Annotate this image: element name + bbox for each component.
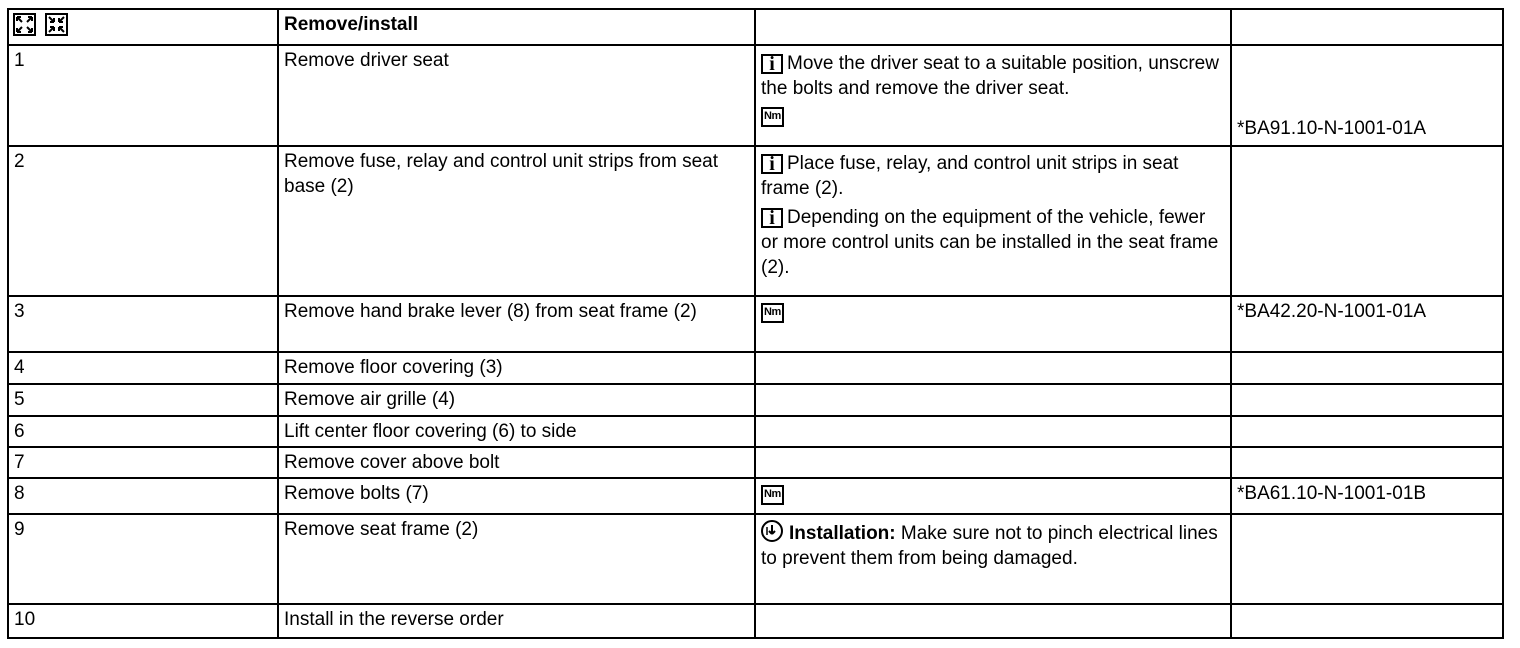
step-notes	[755, 296, 1231, 352]
step-reference	[1231, 352, 1503, 384]
info-note	[761, 51, 1225, 101]
note-text: Place fuse, relay, and control unit strips in seat frame (2).	[761, 153, 1179, 199]
step-reference	[1231, 416, 1503, 447]
procedure-sheet	[7, 8, 1502, 642]
step-reference[interactable]: *BA91.10-N-1001-01A	[1231, 45, 1503, 146]
info-note	[761, 151, 1225, 201]
installation-text: Make sure not to pinch electrical lines to prevent them from being damaged.	[761, 523, 1218, 569]
step-row	[8, 146, 1503, 296]
info-icon: i	[761, 208, 783, 228]
step-action: Remove hand brake lever (8) from seat frame (2)	[278, 296, 755, 352]
procedure-table	[7, 8, 1504, 639]
header-row	[8, 9, 1503, 45]
step-notes	[755, 352, 1231, 384]
step-notes	[755, 384, 1231, 416]
step-number: 2	[8, 146, 278, 296]
step-action: Remove driver seat	[278, 45, 755, 146]
step-notes	[755, 416, 1231, 447]
step-action: Remove seat frame (2)	[278, 514, 755, 604]
step-action: Install in the reverse order	[278, 604, 755, 638]
step-number: 3	[8, 296, 278, 352]
step-number: 5	[8, 384, 278, 416]
step-row	[8, 45, 1503, 146]
step-number: 6	[8, 416, 278, 447]
note-text: Depending on the equipment of the vehicle, fewer or more control units can be installed in the seat frame (2).	[761, 207, 1219, 278]
step-row	[8, 514, 1503, 604]
installation-note	[761, 520, 1225, 571]
step-row	[8, 604, 1503, 638]
step-reference	[1231, 447, 1503, 478]
step-notes	[755, 447, 1231, 478]
header-icons-cell	[8, 9, 278, 45]
info-icon: i	[761, 54, 783, 74]
collapse-all-icon[interactable]	[45, 13, 68, 36]
step-notes	[755, 604, 1231, 638]
step-reference[interactable]: *BA42.20-N-1001-01A	[1231, 296, 1503, 352]
step-number: 7	[8, 447, 278, 478]
step-number: 8	[8, 478, 278, 514]
header-title: Remove/install	[278, 9, 755, 45]
step-action: Remove air grille (4)	[278, 384, 755, 416]
installation-icon	[761, 520, 783, 542]
step-action: Remove fuse, relay and control unit strips from seat base (2)	[278, 146, 755, 296]
step-reference	[1231, 384, 1503, 416]
step-row	[8, 447, 1503, 478]
header-empty-cell	[755, 9, 1231, 45]
step-row	[8, 296, 1503, 352]
step-number: 1	[8, 45, 278, 146]
step-reference	[1231, 604, 1503, 638]
header-empty-cell	[1231, 9, 1503, 45]
step-notes	[755, 514, 1231, 604]
step-action: Remove bolts (7)	[278, 478, 755, 514]
torque-icon[interactable]: Nm	[761, 303, 784, 323]
step-number: 4	[8, 352, 278, 384]
info-icon: i	[761, 154, 783, 174]
step-number: 10	[8, 604, 278, 638]
step-reference[interactable]: *BA61.10-N-1001-01B	[1231, 478, 1503, 514]
step-reference	[1231, 146, 1503, 296]
step-action: Lift center floor covering (6) to side	[278, 416, 755, 447]
info-note	[761, 205, 1225, 280]
note-text: Move the driver seat to a suitable position, unscrew the bolts and remove the driver seat.	[761, 53, 1219, 99]
step-notes	[755, 478, 1231, 514]
step-number: 9	[8, 514, 278, 604]
torque-icon[interactable]: Nm	[761, 107, 784, 127]
torque-icon[interactable]: Nm	[761, 485, 784, 505]
step-action: Remove cover above bolt	[278, 447, 755, 478]
step-action: Remove floor covering (3)	[278, 352, 755, 384]
step-row	[8, 384, 1503, 416]
installation-label: Installation:	[789, 523, 896, 544]
step-notes	[755, 45, 1231, 146]
step-notes	[755, 146, 1231, 296]
step-reference	[1231, 514, 1503, 604]
expand-all-icon[interactable]	[13, 13, 36, 36]
step-row	[8, 478, 1503, 514]
torque-row	[761, 103, 1225, 128]
step-row	[8, 416, 1503, 447]
step-row	[8, 352, 1503, 384]
